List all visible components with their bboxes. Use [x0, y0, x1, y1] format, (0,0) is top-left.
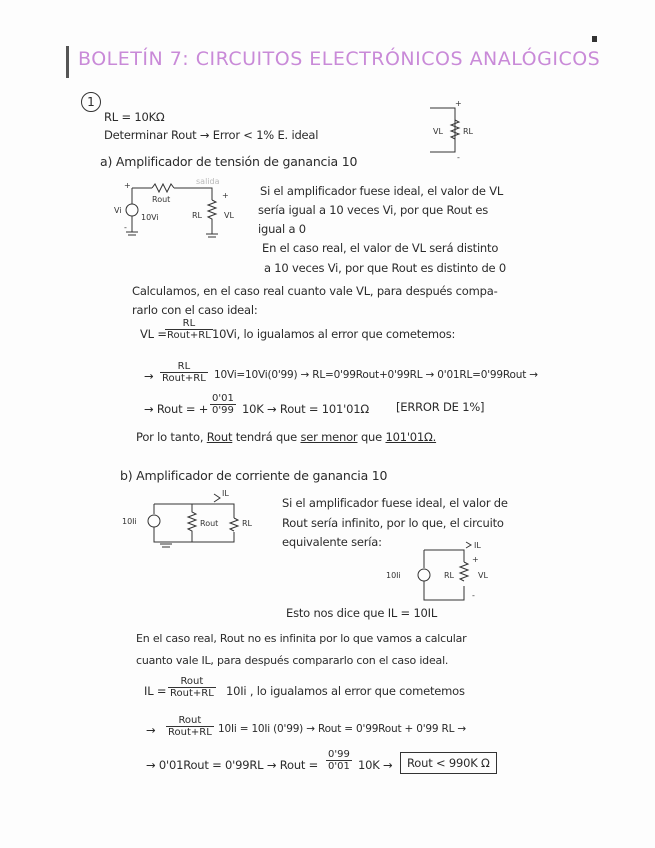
salida-label: salida: [196, 177, 220, 186]
source-label: 10Ii: [122, 517, 137, 526]
eq2-fraction: [160, 361, 208, 384]
plus-sign: +: [472, 555, 479, 564]
given-task: Determinar Rout → Error < 1% E. ideal: [104, 128, 319, 142]
eq1-lhs: VL =: [140, 327, 167, 341]
conclusion-a: [136, 430, 436, 444]
eq3-b-rhs: 10K →: [358, 758, 393, 772]
ideal-line-1: Si el amplificador fuese ideal, el valor de VL: [260, 184, 504, 198]
vl-label: VL: [478, 571, 488, 580]
current-amplifier-diagram: [120, 488, 260, 560]
eq3-numerator: 0'01: [212, 393, 234, 404]
eq1-b-lhs: IL =: [144, 684, 167, 698]
eq3-fraction: [210, 393, 236, 416]
conclusion-mid: tendrá que: [235, 430, 298, 444]
vl-label: VL: [433, 127, 443, 136]
eq1-denominator: Rout+RL: [167, 330, 211, 341]
rl-label: RL: [242, 519, 253, 528]
il-label: IL: [222, 489, 229, 498]
plus-sign-out: +: [222, 191, 229, 200]
ideal-b-line-2: Rout sería infinito, por lo que, el circuito: [282, 516, 504, 530]
given-rl: RL = 10KΩ: [104, 110, 165, 124]
eq2-rhs: 10Vi=10Vi(0'99) → RL=0'99Rout+0'99RL → 0'01RL=0'99Rout →: [214, 369, 538, 381]
plus-sign: +: [455, 99, 462, 108]
eq1-b-rhs: 10Ii , lo igualamos al error que cometemos: [226, 684, 465, 698]
eq3-b-numerator: 0'99: [328, 749, 350, 760]
eq1-fraction: [165, 318, 213, 341]
ideal-b-line-3: equivalente sería:: [282, 535, 382, 549]
eq2-b-numerator: Rout: [166, 715, 214, 727]
load-circuit-diagram: [425, 99, 495, 162]
eq3-rhs: 10K → Rout = 101'01Ω: [242, 402, 369, 416]
rl-label: RL: [192, 211, 203, 220]
conclusion-pre: Por lo tanto,: [136, 430, 204, 444]
eq2-numerator: RL: [160, 361, 208, 373]
corner-mark: [592, 36, 597, 42]
eq3-b-lhs: → 0'01Rout = 0'99RL → Rout =: [146, 758, 319, 772]
eq1-rhs: 10Vi, lo igualamos al error que cometemos:: [212, 327, 456, 341]
ideal-current-circuit-diagram: [384, 540, 494, 606]
conclusion-menor: ser menor: [300, 430, 358, 444]
intro-line-1: Calculamos, en el caso real cuanto vale VL, para después compa-: [132, 284, 498, 298]
minus-sign: -: [124, 223, 127, 232]
ideal-b-line-1: Si el amplificador fuese ideal, el valor de: [282, 496, 508, 510]
title-margin-bar: [66, 46, 69, 78]
minus-sign: -: [457, 153, 460, 162]
rl-label: RL: [463, 127, 474, 136]
page-title: BOLETÍN 7: CIRCUITOS ELECTRÓNICOS ANALÓGICOS: [78, 48, 601, 70]
eq2-b-prefix: →: [146, 723, 156, 737]
eq3-lhs: → Rout = +: [144, 402, 209, 416]
gain-label: 10Vi: [141, 213, 159, 222]
conclusion-value: 101'01Ω.: [385, 430, 437, 444]
eq2-b-rhs: 10Ii = 10Ii (0'99) → Rout = 0'99Rout + 0'99 RL →: [218, 723, 467, 735]
vi-label: Vi: [114, 206, 122, 215]
eq1-numerator: RL: [165, 318, 213, 330]
eq3-b-denominator: 0'01: [328, 761, 350, 772]
part-b-heading: b) Amplificador de corriente de ganancia 10: [120, 468, 388, 483]
part-a-heading: a) Amplificador de tensión de ganancia 10: [100, 154, 358, 169]
intro-line-2: rarlo con el caso ideal:: [132, 303, 258, 317]
eq2-prefix: →: [144, 369, 154, 383]
real-b-line-2: cuanto vale IL, para después compararlo con el caso ideal.: [136, 654, 449, 667]
eq3-b-fraction: [326, 749, 352, 772]
plus-sign: +: [124, 181, 131, 190]
eq2-b-denominator: Rout+RL: [168, 727, 212, 738]
real-b-line-1: En el caso real, Rout no es infinita por lo que vamos a calcular: [136, 632, 467, 645]
il-label: IL: [474, 541, 481, 550]
rl-label: RL: [444, 571, 455, 580]
ideal-line-3: igual a 0: [258, 222, 306, 236]
eq3-denominator: 0'99: [212, 405, 234, 416]
rout-label: Rout: [152, 195, 171, 204]
rout-label: Rout: [200, 519, 219, 528]
eq3-note: [ERROR DE 1%]: [396, 400, 485, 414]
eq1-b-fraction: [168, 676, 216, 699]
eq2-b-fraction: [166, 715, 214, 738]
conclusion-rout: Rout: [206, 430, 233, 444]
voltage-amplifier-diagram: [112, 176, 252, 246]
source-label: 10Ii: [386, 571, 401, 580]
ideal-line-2: sería igual a 10 veces Vi, por que Rout es: [258, 203, 489, 217]
eq1-b-numerator: Rout: [168, 676, 216, 688]
problem-number: 1: [81, 92, 101, 112]
minus-sign: -: [472, 591, 475, 600]
final-result-box: Rout < 990K Ω: [400, 752, 497, 774]
eq1-b-denominator: Rout+RL: [170, 688, 214, 699]
vl-label: VL: [224, 211, 234, 220]
real-line-2: a 10 veces Vi, por que Rout es distinto de 0: [264, 261, 506, 275]
conclusion-que: que: [360, 430, 383, 444]
tells-us: Esto nos dice que IL = 10IL: [286, 606, 438, 620]
real-line-1: En el caso real, el valor de VL será distinto: [262, 241, 499, 255]
eq2-denominator: Rout+RL: [162, 373, 206, 384]
